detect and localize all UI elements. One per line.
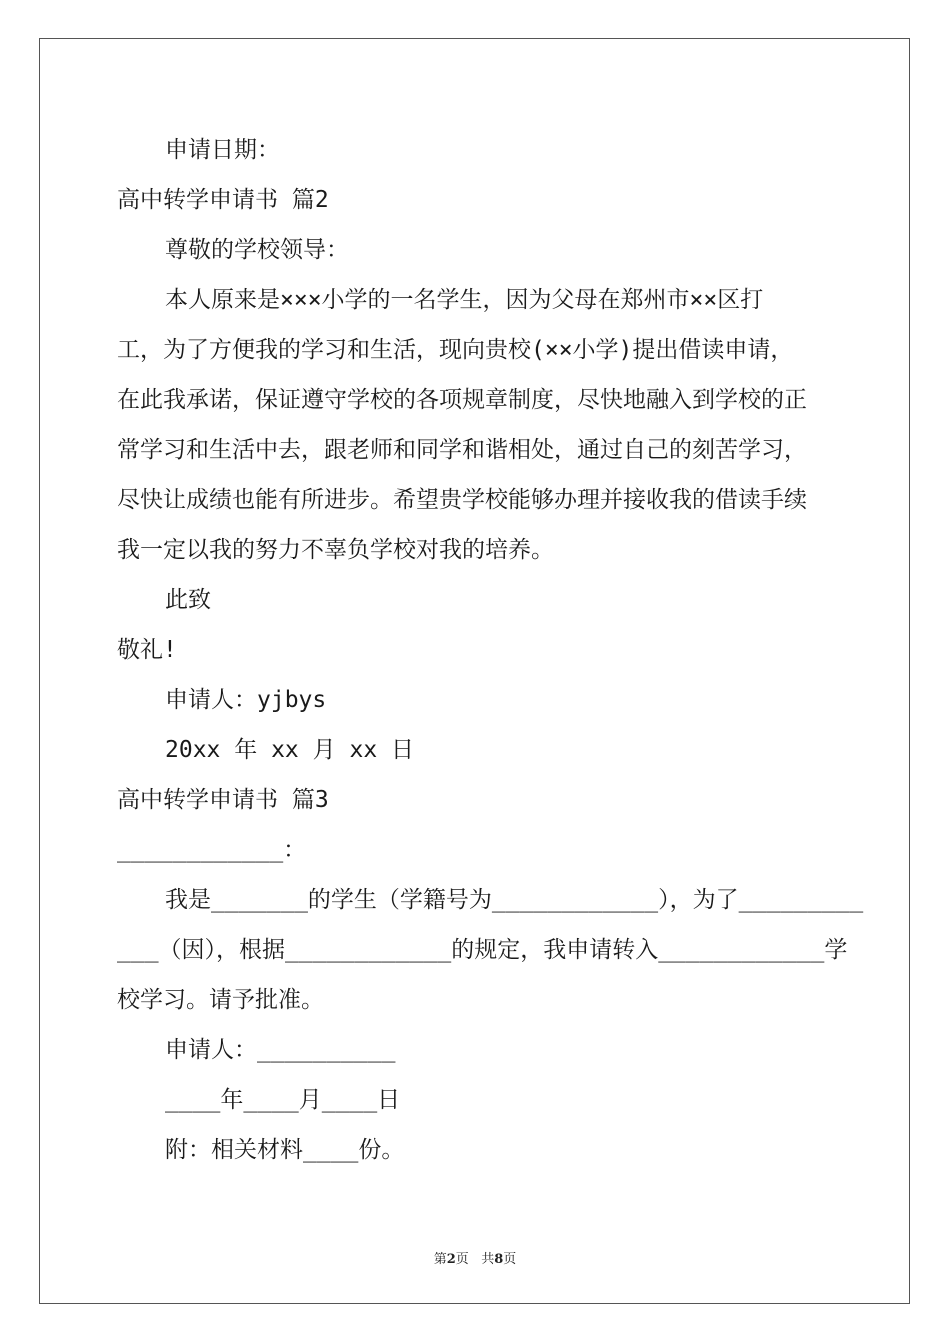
form-line-1: 我是_______的学生（学籍号为____________），为了_________ (165, 887, 864, 913)
page-footer (0, 1248, 950, 1267)
attachment-line: 附：相关材料____份。 (165, 1137, 405, 1163)
total-pages: 8 (494, 1252, 504, 1267)
section-heading-2: 高中转学申请书 篇2 (117, 187, 329, 213)
form-date-line: ____年____月____日 (165, 1087, 401, 1113)
salutation: 尊敬的学校领导： (165, 237, 349, 263)
page-number: 2 (446, 1252, 456, 1267)
page-prefix: 第 (433, 1252, 447, 1267)
closing-regards: 敬礼! (117, 637, 177, 663)
form-line-3: 校学习。请予批准。 (117, 987, 324, 1013)
total-prefix: 共 (481, 1252, 495, 1267)
page-border (39, 38, 910, 1304)
applicant-line: 申请人：yjbys (165, 687, 327, 713)
body-line-6: 我一定以我的努力不辜负学校对我的培养。 (117, 537, 554, 563)
body-line-3: 在此我承诺，保证遵守学校的各项规章制度，尽快地融入到学校的正 (117, 387, 807, 413)
closing-phrase: 此致 (165, 587, 211, 613)
page-suffix: 页 (455, 1252, 469, 1267)
form-applicant-line: 申请人：__________ (165, 1037, 396, 1063)
application-date-line: 申请日期： (165, 137, 280, 163)
body-line-4: 常学习和生活中去，跟老师和同学和谐相处，通过自己的刻苦学习， (117, 437, 807, 463)
body-line-5: 尽快让成绩也能有所进步。希望贵学校能够办理并接收我的借读手续 (117, 487, 807, 513)
body-line-2: 工，为了方便我的学习和生活，现向贵校(××小学)提出借读申请， (117, 337, 794, 363)
date-line: 20xx 年 xx 月 xx 日 (165, 737, 415, 763)
total-suffix: 页 (503, 1252, 517, 1267)
section-heading-3: 高中转学申请书 篇3 (117, 787, 329, 813)
recipient-blank: ____________： (117, 837, 307, 863)
form-line-2: ___（因），根据____________的规定，我申请转入____________学 (117, 937, 848, 963)
body-line-1: 本人原来是×××小学的一名学生，因为父母在郑州市××区打 (165, 287, 764, 313)
